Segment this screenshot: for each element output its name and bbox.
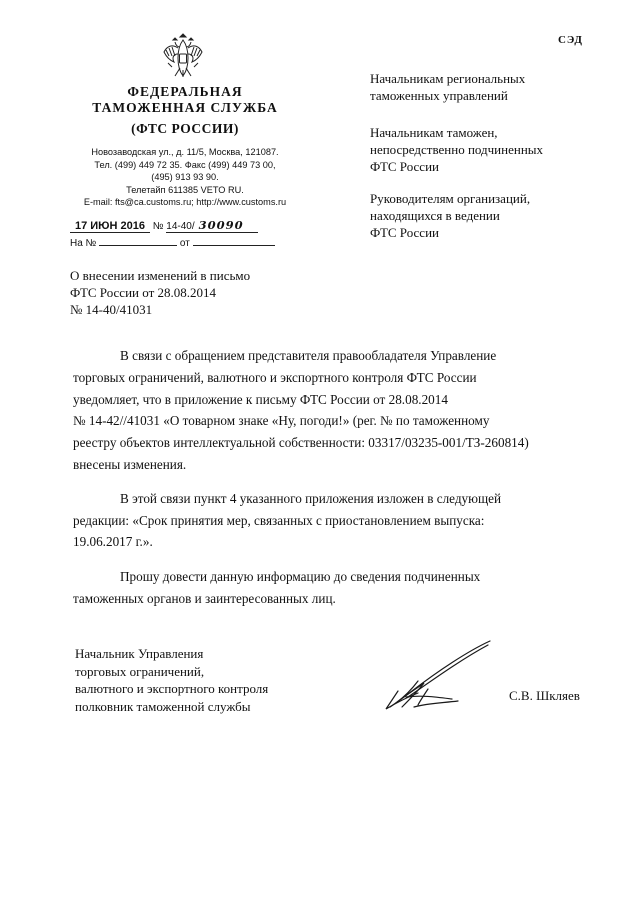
body-line: внесены изменения. (73, 456, 187, 472)
address-line: (495) 913 93 90. (151, 172, 219, 182)
letter-body (73, 345, 583, 610)
reference-number-label: На № (70, 238, 97, 249)
body-line: Прошу довести данную информацию до сведения подчиненных (120, 569, 481, 585)
body-line: редакции: «Срок принятия мер, связанных с приостановлением выпуска: (73, 512, 485, 528)
sender-name-line2: ТАМОЖЕННАЯ СЛУЖБА (92, 100, 278, 115)
body-line: уведомляет, что в приложение к письму ФТС России от 28.08.2014 (73, 391, 448, 407)
registration-date-stamp: 17 ИЮН 2016 (70, 220, 150, 233)
address-line: Тел. (499) 449 72 35. Факс (499) 449 73 00, (94, 159, 276, 170)
recipient-line: Начальникам региональных (370, 71, 526, 86)
body-line: торговых ограничений, валютного и экспортного контроля ФТС России (73, 369, 477, 385)
reference-number-blank (99, 245, 177, 246)
letter-subject (70, 267, 250, 318)
sender-address (70, 146, 300, 209)
signer-position-line: полковник таможенной службы (75, 698, 251, 714)
handwritten-signature (378, 637, 494, 715)
recipient-group-2 (370, 124, 543, 175)
recipient-line: Руководителям организаций, (370, 191, 531, 206)
registration-number-label: № (152, 221, 164, 232)
document-mark: СЭД (557, 34, 583, 46)
signer-position-line: Начальник Управления (75, 646, 204, 661)
reference-from-label: от (179, 238, 190, 249)
sender-name-line1: ФЕДЕРАЛЬНАЯ (127, 84, 243, 99)
sender-short-name: (ФТС РОССИИ) (131, 121, 239, 136)
signer-position-line: валютного и экспортного контроля (75, 681, 269, 696)
registration-line (70, 218, 258, 233)
body-line: 19.06.2017 г.». (73, 534, 153, 550)
recipient-line: Начальникам таможен, (370, 125, 498, 140)
address-line: Телетайп 611385 VETO RU. (126, 184, 244, 195)
subject-line: № 14-40/41031 (70, 302, 153, 317)
recipient-line: таможенных управлений (370, 88, 508, 103)
reference-date-blank (193, 245, 275, 246)
address-line: E-mail: fts@ca.customs.ru; http://www.customs.ru (83, 197, 287, 207)
body-line: реестру объектов интеллектуальной собственности: 03317/03235-001/ТЗ-260814) (73, 435, 529, 451)
signer-position-line: торговых ограничений, (75, 663, 205, 679)
recipient-line: ФТС России (370, 159, 439, 174)
reference-line (70, 238, 275, 249)
signer-name: С.В. Шкляев (509, 688, 580, 703)
registration-number-handwritten: 30090 (198, 218, 244, 232)
body-line: таможенных органов и заинтересованных лиц. (73, 590, 336, 606)
subject-line: ФТС России от 28.08.2014 (70, 285, 217, 300)
recipient-line: ФТС России (370, 225, 439, 240)
recipient-line: непосредственно подчиненных (370, 142, 544, 157)
registration-number-prefix: 14-40/ (166, 221, 195, 232)
recipient-group-3 (370, 190, 530, 241)
subject-line: О внесении изменений в письмо (70, 268, 251, 283)
address-line: Новозаводская ул., д. 11/5, Москва, 121087. (91, 147, 279, 157)
coat-of-arms-emblem (160, 30, 206, 80)
recipient-group-1 (370, 70, 525, 104)
sender-block (60, 84, 310, 137)
signer-position (75, 645, 268, 715)
recipient-line: находящихся в ведении (370, 208, 500, 223)
body-line: В связи с обращением представителя правообладателя Управление (120, 348, 497, 363)
body-line: № 14-42//41031 «О товарном знаке «Ну, погоди!» (рег. № по таможенному (73, 413, 490, 429)
registration-number-field (166, 218, 258, 233)
body-line: В этой связи пункт 4 указанного приложения изложен в следующей (120, 490, 502, 506)
